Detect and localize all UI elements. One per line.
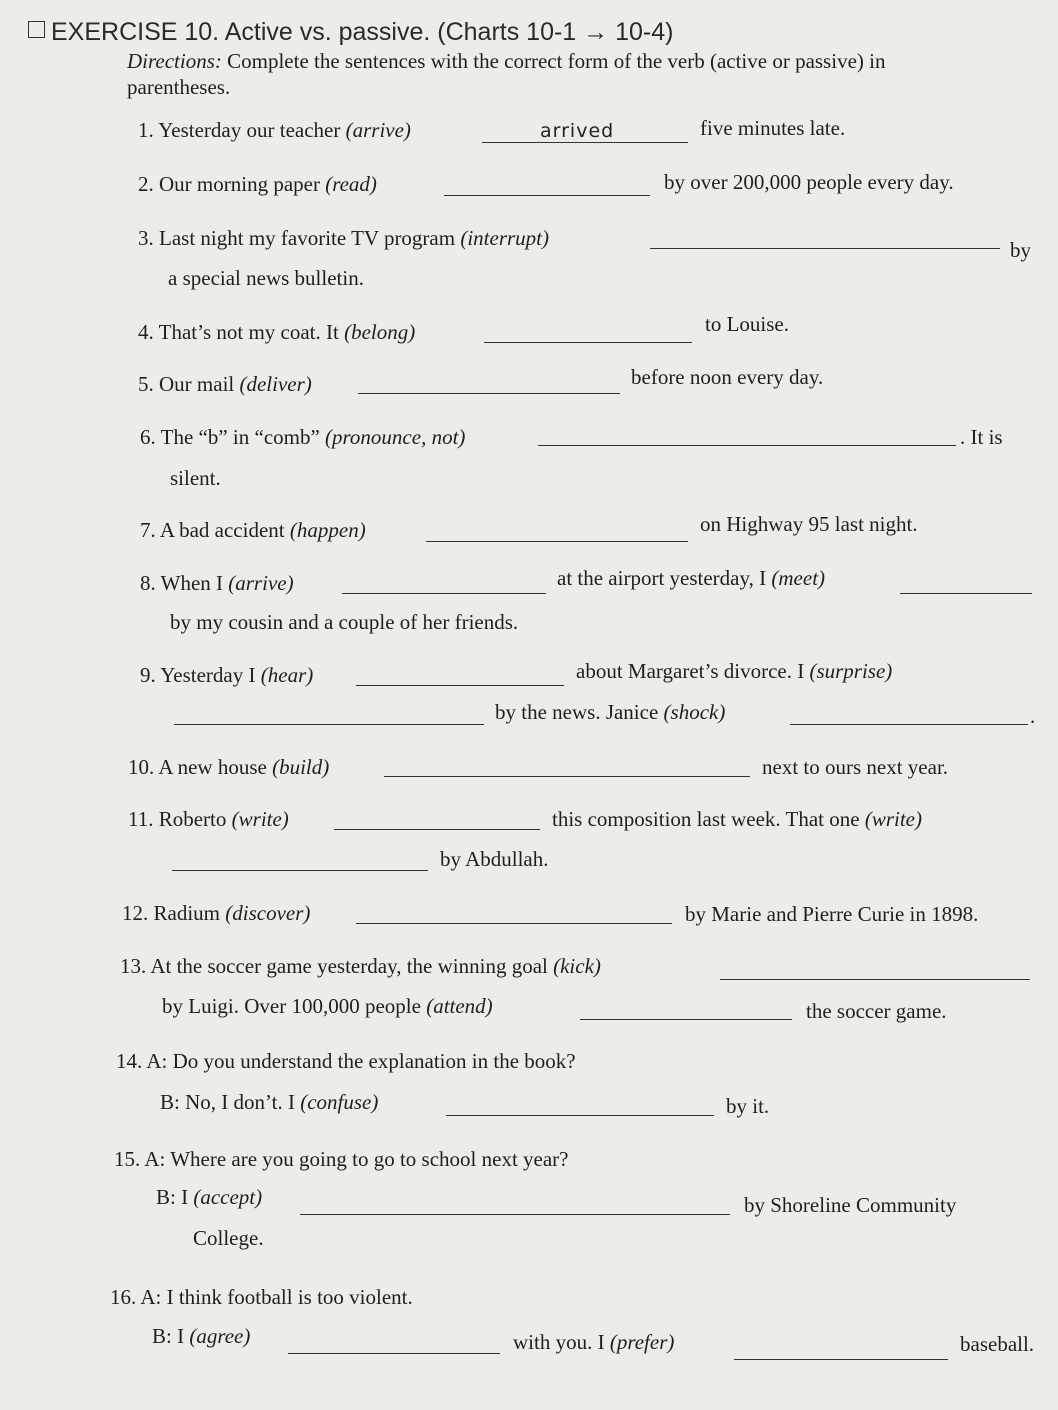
item-16-verb: (agree) (189, 1324, 251, 1348)
item-9-text: 9. Yesterday I (140, 663, 261, 687)
answer-blank-1[interactable] (482, 142, 688, 143)
item-16-mid-text: with you. I (513, 1330, 610, 1354)
item-16-b-text: B: I (152, 1324, 190, 1348)
item-15-verb: (accept) (193, 1185, 263, 1209)
item-11-text: 11. Roberto (128, 807, 232, 831)
answer-blank-11b[interactable] (172, 870, 428, 871)
item-4-end: to Louise. (705, 312, 789, 336)
exercise-header (28, 18, 673, 47)
item-14-verb: (confuse) (300, 1090, 379, 1114)
item-5-verb: (deliver) (239, 372, 312, 396)
answer-blank-4[interactable] (484, 342, 692, 343)
item-15: 15. A: Where are you going to go to school next year? (114, 1147, 569, 1171)
answer-blank-9a[interactable] (356, 685, 564, 686)
directions (127, 48, 1027, 100)
answer-blank-9b[interactable] (174, 724, 484, 725)
answer-blank-9c[interactable] (790, 724, 1028, 725)
answer-blank-15[interactable] (300, 1214, 730, 1215)
item-3-cont: a special news bulletin. (168, 266, 364, 290)
answer-1-handwritten: arrived (540, 120, 615, 142)
answer-blank-11a[interactable] (334, 829, 540, 830)
item-16-b (152, 1324, 250, 1349)
item-7-verb: (happen) (289, 518, 366, 542)
item-9 (140, 663, 313, 688)
item-15-end: by Shoreline Community (744, 1193, 957, 1217)
answer-blank-6[interactable] (538, 445, 956, 446)
item-15-b (156, 1185, 262, 1210)
item-4 (138, 320, 415, 345)
answer-blank-14[interactable] (446, 1115, 714, 1116)
item-4-text: 4. That’s not my coat. It (138, 320, 345, 344)
item-11-cont: by Abdullah. (440, 847, 549, 871)
item-16: 16. A: I think football is too violent. (110, 1285, 413, 1309)
item-8-mid (557, 566, 825, 591)
item-5-end: before noon every day. (631, 365, 824, 389)
item-15-b-text: B: I (156, 1185, 194, 1209)
exercise-title: EXERCISE 10. Active vs. passive. (Charts 10-1 → 10-4) (51, 18, 674, 46)
item-7-end: on Highway 95 last night. (700, 512, 918, 536)
answer-blank-10[interactable] (384, 776, 750, 777)
item-4-verb: (belong) (344, 320, 416, 344)
item-13-verb-2: (attend) (426, 994, 493, 1018)
item-8 (140, 571, 294, 596)
answer-blank-12[interactable] (356, 923, 672, 924)
item-8-cont: by my cousin and a couple of her friends. (170, 610, 519, 634)
item-11 (128, 807, 289, 832)
item-9-cont (495, 700, 725, 725)
checkbox-icon[interactable] (28, 21, 45, 38)
item-13-cont (162, 994, 493, 1019)
item-9-verb-2: (surprise) (809, 659, 893, 683)
answer-blank-7[interactable] (426, 541, 688, 542)
item-13-verb: (kick) (553, 954, 601, 978)
item-13-end: the soccer game. (806, 999, 947, 1023)
item-1-end: five minutes late. (700, 116, 846, 140)
item-16-end: baseball. (960, 1332, 1035, 1356)
item-15-cont: College. (193, 1226, 264, 1250)
item-11-verb-2: (write) (864, 807, 922, 831)
item-9-end: . (1030, 704, 1036, 728)
item-9-cont-text: by the news. Janice (495, 700, 664, 724)
item-14-b-text: B: No, I don’t. I (160, 1090, 301, 1114)
item-2 (138, 172, 377, 197)
item-13-cont-text: by Luigi. Over 100,000 people (162, 994, 427, 1018)
item-12-end: by Marie and Pierre Curie in 1898. (685, 902, 979, 926)
item-11-mid-text: this composition last week. That one (552, 807, 865, 831)
answer-blank-8a[interactable] (342, 593, 546, 594)
item-12-verb: (discover) (225, 901, 311, 925)
item-12-text: 12. Radium (122, 901, 226, 925)
directions-text-2: parentheses. (127, 75, 231, 99)
item-16-mid (513, 1330, 674, 1355)
answer-blank-8b[interactable] (900, 593, 1032, 594)
item-5 (138, 372, 312, 397)
answer-blank-16a[interactable] (288, 1353, 500, 1354)
item-1-text: 1. Yesterday our teacher (138, 118, 346, 142)
item-3-text: 3. Last night my favorite TV program (138, 226, 461, 250)
item-14-b (160, 1090, 378, 1115)
item-10-text: 10. A new house (128, 755, 273, 779)
item-10 (128, 755, 329, 780)
item-9-verb: (hear) (260, 663, 314, 687)
item-6 (140, 425, 465, 450)
item-6-end: . It is (960, 425, 1003, 449)
answer-blank-3[interactable] (650, 248, 1000, 249)
item-13-text: 13. At the soccer game yesterday, the winning goal (120, 954, 554, 978)
item-13 (120, 954, 601, 979)
item-16-verb-2: (prefer) (609, 1330, 675, 1354)
item-3 (138, 226, 549, 251)
item-11-mid (552, 807, 922, 832)
item-10-end: next to ours next year. (762, 755, 949, 779)
item-8-verb-2: (meet) (771, 566, 826, 590)
item-2-text: 2. Our morning paper (138, 172, 326, 196)
answer-blank-2[interactable] (444, 195, 650, 196)
answer-blank-5[interactable] (358, 393, 620, 394)
answer-blank-16b[interactable] (734, 1359, 948, 1360)
directions-label: Directions: (127, 49, 222, 73)
item-2-end: by over 200,000 people every day. (664, 170, 954, 194)
item-3-by: by (1010, 238, 1031, 262)
item-12 (122, 901, 310, 926)
item-14-end: by it. (726, 1094, 770, 1118)
item-1-verb: (arrive) (345, 118, 411, 142)
item-9-verb-3: (shock) (663, 700, 726, 724)
item-2-verb: (read) (325, 172, 377, 196)
item-8-mid-text: at the airport yesterday, I (557, 566, 772, 590)
item-3-verb: (interrupt) (460, 226, 549, 250)
item-11-verb: (write) (231, 807, 289, 831)
item-5-text: 5. Our mail (138, 372, 240, 396)
answer-blank-13b[interactable] (580, 1019, 792, 1020)
item-6-text: 6. The “b” in “comb” (140, 425, 326, 449)
item-7-text: 7. A bad accident (140, 518, 290, 542)
item-9-mid (576, 659, 892, 684)
item-7 (140, 518, 366, 543)
answer-blank-13a[interactable] (720, 979, 1030, 980)
item-9-mid-text: about Margaret’s divorce. I (576, 659, 810, 683)
item-6-verb: (pronounce, not) (325, 425, 466, 449)
item-6-cont: silent. (170, 466, 221, 490)
item-14: 14. A: Do you understand the explanation in the book? (116, 1049, 576, 1073)
item-8-text: 8. When I (140, 571, 229, 595)
directions-text: Complete the sentences with the correct form of the verb (active or passive) in (227, 49, 886, 73)
item-1 (138, 118, 411, 143)
item-10-verb: (build) (272, 755, 330, 779)
item-8-verb: (arrive) (228, 571, 294, 595)
